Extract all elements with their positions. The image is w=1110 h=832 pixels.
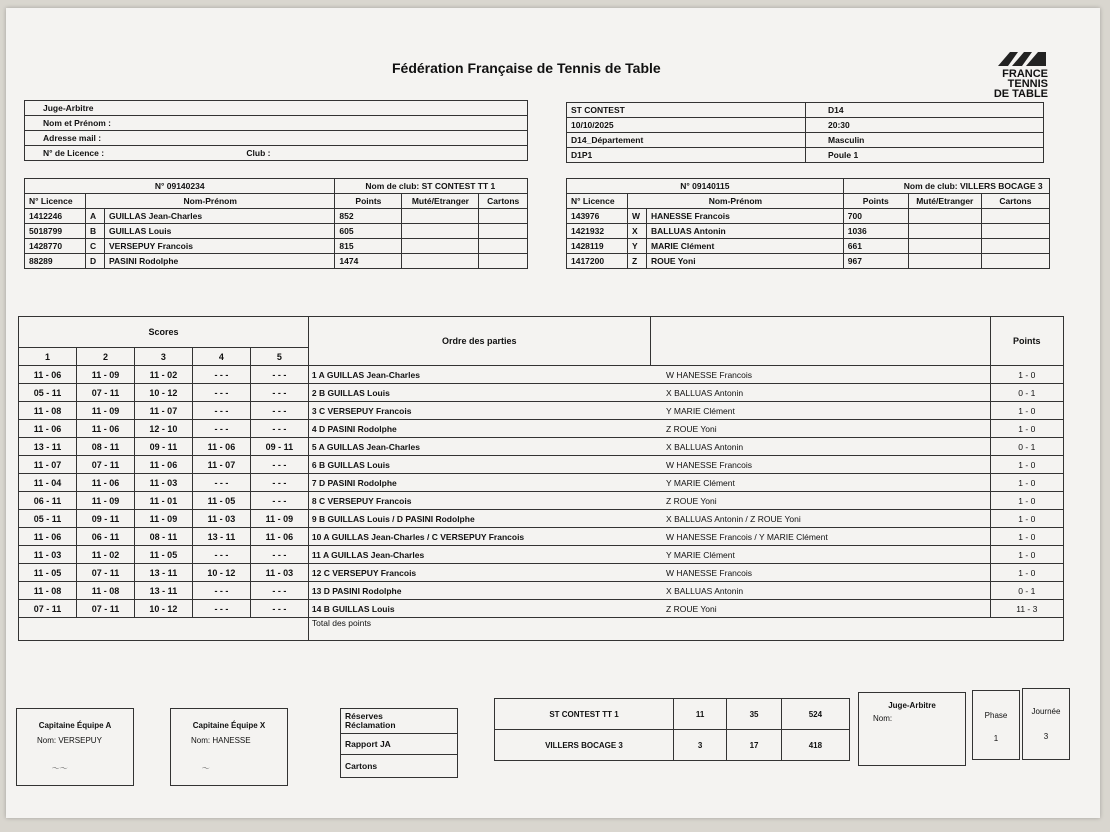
set-score: - - - — [250, 420, 308, 438]
set-score: - - - — [250, 492, 308, 510]
player-licence: 1421932 — [567, 224, 628, 239]
player-licence: 1412246 — [25, 209, 86, 224]
logo-line1: FRANCE — [1002, 68, 1048, 80]
set-score: 11 - 09 — [250, 510, 308, 528]
set-score: - - - — [250, 402, 308, 420]
summary-v3: 418 — [781, 730, 849, 761]
set-score: 11 - 07 — [192, 456, 250, 474]
match-player-x: X BALLUAS Antonin — [650, 438, 990, 456]
match-player-a: 3 C VERSEPUY Francois — [308, 402, 650, 420]
capitaine-a-box — [16, 708, 134, 786]
player-name: ROUE Yoni — [647, 254, 844, 269]
set-score: 06 - 11 — [19, 492, 77, 510]
player-row — [25, 239, 528, 254]
set-score: 11 - 02 — [134, 366, 192, 384]
set-score: 10 - 12 — [134, 384, 192, 402]
juge-arbitre-box — [24, 100, 528, 161]
set-score: - - - — [250, 456, 308, 474]
phase-value: 1 — [993, 734, 999, 743]
capitaine-a-nom: Nom: VERSEPUY — [37, 736, 102, 745]
match-row — [19, 384, 1064, 402]
set-header: 4 — [192, 348, 250, 366]
match-row — [19, 438, 1064, 456]
player-letter: D — [86, 254, 105, 269]
player-name: VERSEPUY Francois — [105, 239, 335, 254]
reserves-label: Réserves Réclamation — [341, 709, 458, 734]
scores-heading: Scores — [19, 317, 309, 348]
match-player-x: X BALLUAS Antonin — [650, 384, 990, 402]
match-player-a: 10 A GUILLAS Jean-Charles / C VERSEPUY Francois — [308, 528, 650, 546]
set-score: - - - — [192, 582, 250, 600]
player-points: 700 — [843, 209, 908, 224]
player-row — [567, 209, 1050, 224]
col-header: Points — [335, 194, 402, 209]
match-row — [19, 474, 1064, 492]
set-score: 10 - 12 — [134, 600, 192, 618]
player-letter: Z — [628, 254, 647, 269]
player-points: 852 — [335, 209, 402, 224]
phase-label: Phase — [984, 711, 1008, 720]
capitaine-x-box — [170, 708, 288, 786]
ordre-heading-spacer — [650, 317, 990, 366]
match-points: 0 - 1 — [990, 438, 1063, 456]
match-player-x: Y MARIE Clément — [650, 546, 990, 564]
player-row — [25, 254, 528, 269]
match-row — [19, 402, 1064, 420]
set-header: 5 — [250, 348, 308, 366]
player-points: 1474 — [335, 254, 402, 269]
juge-signature-box — [858, 692, 966, 766]
match-points: 0 - 1 — [990, 582, 1063, 600]
reserves-box — [340, 708, 458, 778]
player-row — [567, 224, 1050, 239]
set-score: 08 - 11 — [134, 528, 192, 546]
set-score: 11 - 03 — [192, 510, 250, 528]
match-player-x: Z ROUE Yoni — [650, 420, 990, 438]
set-score: 11 - 07 — [134, 402, 192, 420]
set-score: - - - — [192, 600, 250, 618]
summary-v1: 11 — [674, 699, 727, 730]
player-licence: 88289 — [25, 254, 86, 269]
player-points: 605 — [335, 224, 402, 239]
col-header: Cartons — [479, 194, 528, 209]
summary-v3: 524 — [781, 699, 849, 730]
match-info-cell: 20:30 — [806, 118, 1044, 133]
player-points: 967 — [843, 254, 908, 269]
logo-line3: DE TABLE — [993, 88, 1048, 100]
set-score: 11 - 06 — [19, 420, 77, 438]
match-player-a: 6 B GUILLAS Louis — [308, 456, 650, 474]
set-score: 11 - 02 — [76, 546, 134, 564]
player-points: 815 — [335, 239, 402, 254]
match-points: 1 - 0 — [990, 564, 1063, 582]
player-letter: X — [628, 224, 647, 239]
set-score: 11 - 09 — [76, 492, 134, 510]
match-row — [19, 528, 1064, 546]
ja-licence: N° de Licence : — [43, 148, 105, 158]
match-player-a: 8 C VERSEPUY Francois — [308, 492, 650, 510]
col-header: Nom-Prénom — [628, 194, 844, 209]
set-score: 11 - 06 — [19, 528, 77, 546]
set-score: 06 - 11 — [76, 528, 134, 546]
set-score: 11 - 08 — [76, 582, 134, 600]
set-score: 11 - 06 — [19, 366, 77, 384]
match-info-cell: Poule 1 — [806, 148, 1044, 163]
set-score: - - - — [192, 402, 250, 420]
set-score: - - - — [250, 582, 308, 600]
logo-line2: TENNIS — [1007, 78, 1048, 90]
set-score: - - - — [192, 420, 250, 438]
set-score: 07 - 11 — [19, 600, 77, 618]
set-score: 07 - 11 — [76, 456, 134, 474]
set-score: - - - — [192, 546, 250, 564]
col-header: Muté/Etranger — [908, 194, 981, 209]
score-sheet — [6, 8, 1100, 818]
match-info-cell: 10/10/2025 — [567, 118, 806, 133]
match-points: 1 - 0 — [990, 528, 1063, 546]
col-header: N° Licence — [25, 194, 86, 209]
match-player-a: 12 C VERSEPUY Francois — [308, 564, 650, 582]
set-score: 07 - 11 — [76, 564, 134, 582]
capitaine-x-title: Capitaine Équipe X — [192, 721, 266, 730]
player-name: PASINI Rodolphe — [105, 254, 335, 269]
set-score: 11 - 09 — [76, 366, 134, 384]
match-player-a: 4 D PASINI Rodolphe — [308, 420, 650, 438]
match-player-x: W HANESSE Francois — [650, 564, 990, 582]
match-player-a: 9 B GUILLAS Louis / D PASINI Rodolphe — [308, 510, 650, 528]
match-points: 0 - 1 — [990, 384, 1063, 402]
player-licence: 1428770 — [25, 239, 86, 254]
match-player-a: 14 B GUILLAS Louis — [308, 600, 650, 618]
document-title: Fédération Française de Tennis de Table — [392, 60, 661, 76]
match-info-cell: D14_Département — [567, 133, 806, 148]
set-score: 05 - 11 — [19, 510, 77, 528]
set-score: 07 - 11 — [76, 600, 134, 618]
journee-value: 3 — [1043, 732, 1049, 741]
match-info-cell: Masculin — [806, 133, 1044, 148]
set-score: 11 - 09 — [76, 402, 134, 420]
summary-v2: 35 — [727, 699, 782, 730]
match-row — [19, 564, 1064, 582]
player-name: MARIE Clément — [647, 239, 844, 254]
juge-title: Juge-Arbitre — [888, 701, 936, 710]
player-name: BALLUAS Antonin — [647, 224, 844, 239]
set-score: 11 - 03 — [19, 546, 77, 564]
juge-nom: Nom: — [873, 714, 893, 723]
player-licence: 143976 — [567, 209, 628, 224]
set-score: 09 - 11 — [250, 438, 308, 456]
match-player-x: Y MARIE Clément — [650, 402, 990, 420]
set-score: - - - — [250, 474, 308, 492]
rapport-label: Rapport JA — [341, 734, 458, 755]
set-score: 11 - 06 — [76, 474, 134, 492]
match-player-x: Y MARIE Clément — [650, 474, 990, 492]
match-row — [19, 546, 1064, 564]
team-x-table — [566, 178, 1050, 269]
match-row — [19, 420, 1064, 438]
player-points: 661 — [843, 239, 908, 254]
match-points: 1 - 0 — [990, 402, 1063, 420]
fftt-logo-icon — [996, 50, 1048, 66]
match-points: 1 - 0 — [990, 492, 1063, 510]
player-row — [567, 254, 1050, 269]
set-score: 11 - 06 — [134, 456, 192, 474]
player-name: GUILLAS Jean-Charles — [105, 209, 335, 224]
col-header: Muté/Etranger — [402, 194, 479, 209]
player-row — [25, 224, 528, 239]
match-points: 1 - 0 — [990, 420, 1063, 438]
player-licence: 1428119 — [567, 239, 628, 254]
summary-v1: 3 — [674, 730, 727, 761]
set-score: 05 - 11 — [19, 384, 77, 402]
match-points: 1 - 0 — [990, 510, 1063, 528]
match-player-a: 13 D PASINI Rodolphe — [308, 582, 650, 600]
match-player-x: X BALLUAS Antonin / Z ROUE Yoni — [650, 510, 990, 528]
set-score: 13 - 11 — [134, 582, 192, 600]
match-player-x: W HANESSE Francois / Y MARIE Clément — [650, 528, 990, 546]
capitaine-x-signature: ～ — [201, 764, 209, 773]
player-points: 1036 — [843, 224, 908, 239]
journee-box — [1022, 688, 1070, 760]
set-score: 13 - 11 — [192, 528, 250, 546]
total-spacer — [19, 618, 309, 641]
team-x-number: N° 09140115 — [567, 179, 844, 194]
player-letter: W — [628, 209, 647, 224]
set-score: 11 - 09 — [134, 510, 192, 528]
col-header: Cartons — [981, 194, 1049, 209]
player-row — [567, 239, 1050, 254]
set-score: 11 - 06 — [250, 528, 308, 546]
set-header: 1 — [19, 348, 77, 366]
match-player-x: Z ROUE Yoni — [650, 492, 990, 510]
phase-box — [972, 690, 1020, 760]
match-info-cell: ST CONTEST — [567, 103, 806, 118]
col-header: Points — [843, 194, 908, 209]
set-score: - - - — [250, 366, 308, 384]
match-player-a: 2 B GUILLAS Louis — [308, 384, 650, 402]
set-score: 09 - 11 — [134, 438, 192, 456]
match-row — [19, 456, 1064, 474]
set-score: 10 - 12 — [192, 564, 250, 582]
match-points: 1 - 0 — [990, 546, 1063, 564]
match-row — [19, 492, 1064, 510]
summary-v2: 17 — [727, 730, 782, 761]
match-points: 11 - 3 — [990, 600, 1063, 618]
set-score: 07 - 11 — [76, 384, 134, 402]
set-score: 11 - 05 — [192, 492, 250, 510]
player-name: GUILLAS Louis — [105, 224, 335, 239]
match-info-cell: D1P1 — [567, 148, 806, 163]
total-label: Total des points — [308, 618, 1063, 641]
match-row — [19, 582, 1064, 600]
match-player-a: 11 A GUILLAS Jean-Charles — [308, 546, 650, 564]
summary-table — [494, 698, 850, 761]
ordre-heading: Ordre des parties — [308, 317, 650, 366]
team-x-club: Nom de club: VILLERS BOCAGE 3 — [843, 179, 1049, 194]
ja-nom: Nom et Prénom : — [25, 116, 528, 131]
ja-email: Adresse mail : — [25, 131, 528, 146]
player-name: HANESSE Francois — [647, 209, 844, 224]
set-score: 11 - 01 — [134, 492, 192, 510]
points-heading: Points — [990, 317, 1063, 366]
set-score: - - - — [192, 384, 250, 402]
journee-label: Journée — [1031, 707, 1061, 716]
team-a-table — [24, 178, 528, 269]
summary-club: VILLERS BOCAGE 3 — [495, 730, 674, 761]
match-player-a: 1 A GUILLAS Jean-Charles — [308, 366, 650, 384]
set-score: 11 - 08 — [19, 402, 77, 420]
set-score: - - - — [192, 474, 250, 492]
capitaine-x-nom: Nom: HANESSE — [191, 736, 251, 745]
team-a-number: N° 09140234 — [25, 179, 335, 194]
match-points: 1 - 0 — [990, 366, 1063, 384]
scores-table — [18, 316, 1064, 641]
match-info-cell: D14 — [806, 103, 1044, 118]
set-score: - - - — [250, 546, 308, 564]
match-points: 1 - 0 — [990, 456, 1063, 474]
match-player-a: 5 A GUILLAS Jean-Charles — [308, 438, 650, 456]
set-score: 13 - 11 — [134, 564, 192, 582]
player-licence: 5018799 — [25, 224, 86, 239]
ja-licence-row — [25, 146, 528, 161]
match-player-x: X BALLUAS Antonin — [650, 582, 990, 600]
col-header: N° Licence — [567, 194, 628, 209]
set-score: 11 - 05 — [19, 564, 77, 582]
player-licence: 1417200 — [567, 254, 628, 269]
cartons-label: Cartons — [341, 755, 458, 778]
ja-heading: Juge-Arbitre — [25, 101, 528, 116]
set-header: 2 — [76, 348, 134, 366]
match-info-box — [566, 102, 1044, 163]
set-score: 11 - 03 — [134, 474, 192, 492]
match-row — [19, 366, 1064, 384]
set-score: 11 - 05 — [134, 546, 192, 564]
player-row — [25, 209, 528, 224]
set-score: 13 - 11 — [19, 438, 77, 456]
set-score: 11 - 07 — [19, 456, 77, 474]
player-letter: A — [86, 209, 105, 224]
match-player-x: W HANESSE Francois — [650, 456, 990, 474]
summary-club: ST CONTEST TT 1 — [495, 699, 674, 730]
set-score: 12 - 10 — [134, 420, 192, 438]
set-score: - - - — [192, 366, 250, 384]
match-player-x: Z ROUE Yoni — [650, 600, 990, 618]
capitaine-a-title: Capitaine Équipe A — [38, 721, 112, 730]
set-score: 11 - 08 — [19, 582, 77, 600]
ja-club: Club : — [246, 148, 271, 158]
col-header: Nom-Prénom — [86, 194, 335, 209]
set-score: 11 - 04 — [19, 474, 77, 492]
player-letter: Y — [628, 239, 647, 254]
fftt-logo — [988, 50, 1048, 99]
set-score: 11 - 03 — [250, 564, 308, 582]
match-row — [19, 510, 1064, 528]
match-points: 1 - 0 — [990, 474, 1063, 492]
player-letter: C — [86, 239, 105, 254]
set-score: - - - — [250, 600, 308, 618]
set-score: 11 - 06 — [192, 438, 250, 456]
match-player-x: W HANESSE Francois — [650, 366, 990, 384]
team-a-club: Nom de club: ST CONTEST TT 1 — [335, 179, 528, 194]
match-row — [19, 600, 1064, 618]
set-score: 08 - 11 — [76, 438, 134, 456]
set-score: 11 - 06 — [76, 420, 134, 438]
set-header: 3 — [134, 348, 192, 366]
set-score: - - - — [250, 384, 308, 402]
player-letter: B — [86, 224, 105, 239]
capitaine-a-signature: ～～ — [51, 764, 67, 773]
match-player-a: 7 D PASINI Rodolphe — [308, 474, 650, 492]
set-score: 09 - 11 — [76, 510, 134, 528]
